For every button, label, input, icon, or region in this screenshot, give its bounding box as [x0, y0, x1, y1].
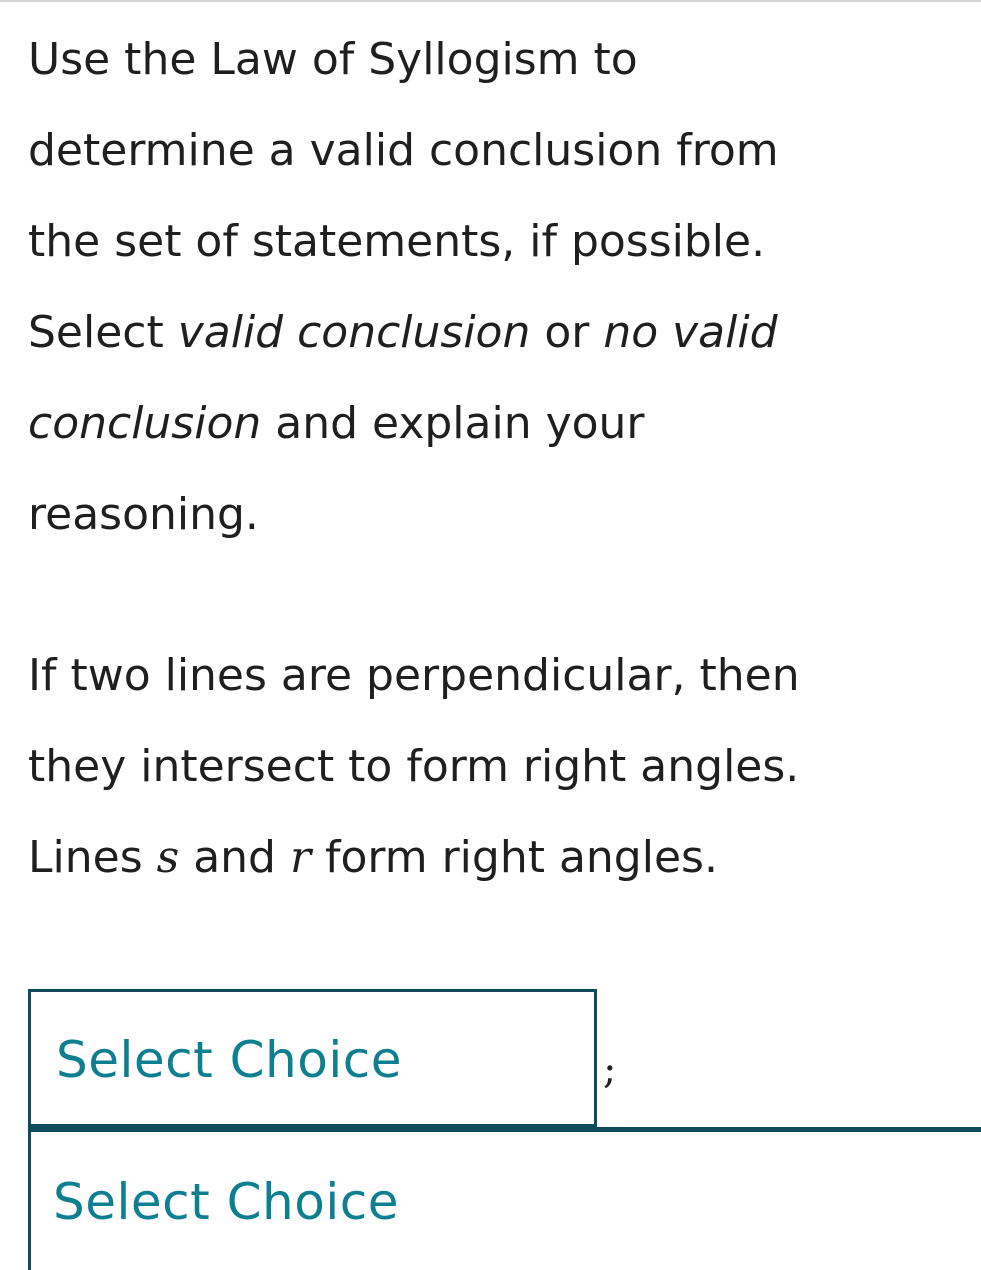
valid-conclusion-term: valid conclusion — [177, 307, 531, 358]
dropdown-separator: ; — [603, 1047, 617, 1093]
no-valid-term: no valid — [603, 307, 778, 358]
statement-2-and: and — [179, 832, 290, 883]
instructions-line-1: Use the Law of Syllogism to — [28, 34, 638, 85]
variable-s: s — [156, 832, 180, 883]
statement-2-prefix: Lines — [28, 832, 157, 883]
instructions-line-3: the set of statements, if possible. — [28, 216, 766, 267]
statement-1-line-2: they intersect to form right angles. — [28, 741, 800, 792]
instructions-or-word: or — [530, 307, 604, 358]
select-choice-label: Select Choice — [56, 1031, 402, 1089]
instructions-explain: and explain your — [261, 398, 645, 449]
instructions-reasoning: reasoning. — [28, 489, 259, 540]
instructions-select-word: Select — [28, 307, 178, 358]
problem-statements — [28, 630, 973, 903]
conclusion-select-dropdown[interactable] — [28, 989, 597, 1127]
dropdown-option-select-choice[interactable]: Select Choice — [53, 1173, 399, 1231]
dropdown-list-side-border — [28, 1127, 31, 1270]
variable-r: r — [289, 832, 312, 883]
conclusion-term: conclusion — [28, 398, 262, 449]
statement-2-suffix: form right angles. — [311, 832, 718, 883]
statement-1-line-1: If two lines are perpendicular, then — [28, 650, 800, 701]
top-divider — [0, 0, 981, 2]
instructions-line-2: determine a valid conclusion from — [28, 125, 779, 176]
instructions-text — [28, 14, 968, 560]
dropdown-list-border — [28, 1127, 981, 1132]
